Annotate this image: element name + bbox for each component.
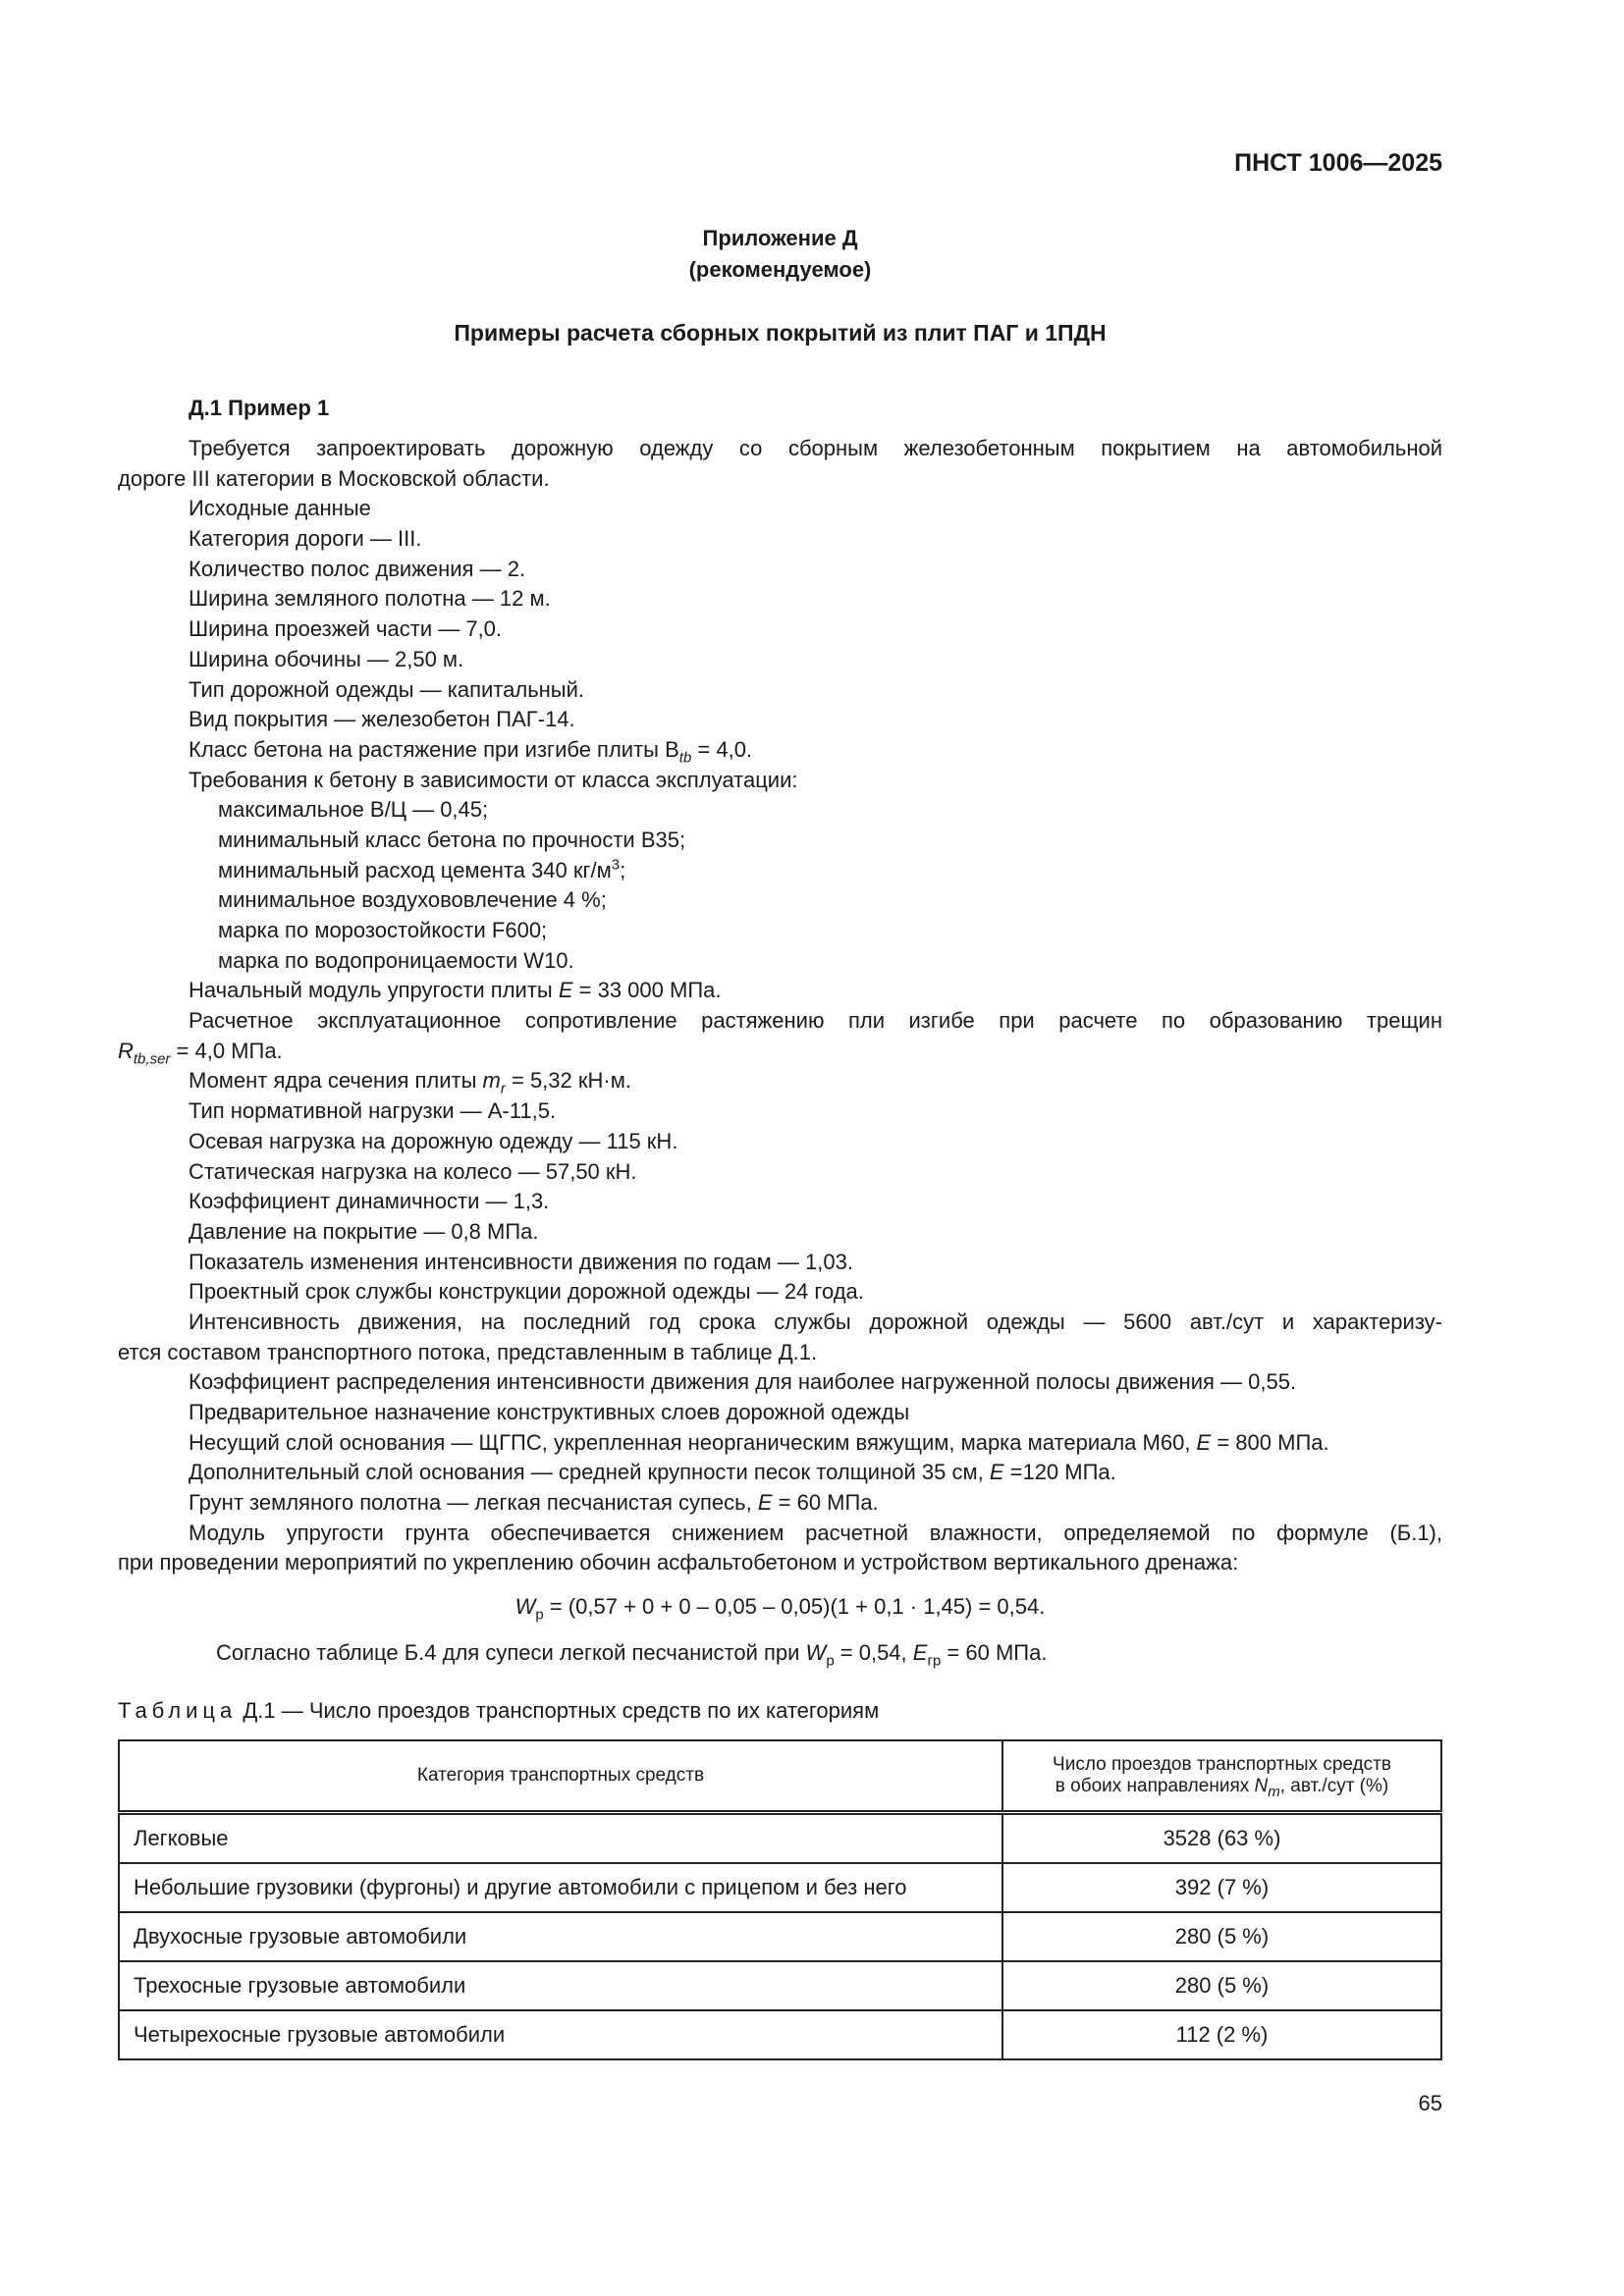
cell-value: 280 (5 %)	[1002, 1912, 1441, 1961]
header-count-var: N	[1254, 1776, 1269, 1796]
table-row	[119, 1813, 1441, 1864]
text-segment: гр	[927, 1652, 942, 1670]
text-segment: = 0,54,	[834, 1639, 913, 1665]
text-segment: m	[482, 1068, 501, 1094]
text-segment: Ширина земляного полотна — 12 м.	[189, 586, 551, 612]
page-number: 65	[1418, 2091, 1442, 2115]
text-segment: Требуется запроектировать дорожную одежду со сборным железобетонным покрытием на автомобильной	[189, 436, 1442, 460]
cell-value: 392 (7 %)	[1002, 1863, 1441, 1912]
text-line	[118, 1187, 1442, 1217]
text-line	[118, 1037, 1442, 1067]
text-line	[118, 916, 1442, 946]
text-line	[118, 584, 1442, 614]
text-segment: Проектный срок службы конструкции дорожной одежды — 24 года.	[189, 1279, 864, 1305]
table-caption-label: Таблица	[118, 1698, 238, 1723]
text-line	[118, 434, 1442, 464]
cell-category: Легковые	[119, 1813, 1002, 1864]
text-line	[118, 705, 1442, 735]
text-line	[118, 1248, 1442, 1278]
text-segment: Коэффициент динамичности — 1,3.	[189, 1189, 550, 1214]
text-segment: Тип дорожной одежды — капитальный.	[189, 676, 585, 702]
text-line	[118, 1157, 1442, 1188]
text-segment: E	[1196, 1429, 1212, 1455]
text-segment: Несущий слой основания — ЩГПС, укрепленная неорганическим вяжущим, марка материала М60,	[189, 1429, 1197, 1455]
text-segment: E	[912, 1639, 928, 1665]
text-line	[118, 1398, 1442, 1428]
text-segment: W	[805, 1639, 827, 1665]
text-line	[118, 885, 1442, 916]
header-count-unit: , авт./сут (%)	[1279, 1776, 1389, 1796]
text-line	[118, 645, 1442, 675]
header-count-sub: m	[1268, 1783, 1280, 1800]
text-line	[118, 1066, 1442, 1096]
text-segment: максимальное В/Ц — 0,45;	[218, 797, 489, 823]
table-row	[119, 2010, 1441, 2059]
text-segment: p	[535, 1606, 544, 1624]
text-line	[118, 524, 1442, 555]
table-header-row	[119, 1740, 1441, 1813]
cell-category: Небольшие грузовики (фургоны) и другие автомобили с прицепом и без него	[119, 1863, 1002, 1912]
text-segment: = 4,0 МПа.	[170, 1038, 283, 1063]
text-line	[118, 1277, 1442, 1308]
vehicle-table	[118, 1739, 1442, 2060]
text-segment: r	[500, 1080, 506, 1097]
text-segment: tb	[678, 749, 692, 767]
text-segment: = 60 МПа.	[941, 1639, 1048, 1665]
text-line	[118, 1638, 1442, 1669]
text-segment: Ширина проезжей части — 7,0.	[189, 616, 503, 642]
text-line	[118, 1548, 1442, 1578]
text-line	[118, 795, 1442, 826]
text-line	[118, 1428, 1442, 1459]
text-line	[118, 555, 1442, 585]
text-segment: Требования к бетону в зависимости от класса эксплуатации:	[189, 767, 798, 792]
text-segment: E	[757, 1490, 773, 1516]
text-line	[118, 946, 1442, 977]
text-line	[118, 1488, 1442, 1519]
table-caption-text: Д.1 — Число проездов транспортных средств по их категориям	[237, 1698, 880, 1723]
header-count-line1: Число проездов транспортных средств	[1053, 1754, 1391, 1775]
text-segment: Модуль упругости грунта обеспечивается снижением расчетной влажности, определяемой по формуле (Б.1),	[189, 1520, 1442, 1545]
text-segment: минимальное воздухововлечение 4 %;	[218, 887, 607, 913]
text-segment: марка по водопроницаемости W10.	[218, 947, 574, 973]
text-line	[118, 826, 1442, 856]
header-category: Категория транспортных средств	[119, 1740, 1002, 1813]
text-line	[118, 856, 1442, 886]
formula	[118, 1592, 1442, 1623]
table-row	[119, 1961, 1441, 2010]
header-count	[1002, 1740, 1441, 1813]
header-count-line2: в обоих направлениях	[1055, 1776, 1255, 1796]
text-line	[118, 464, 1442, 495]
text-segment: Дополнительный слой основания — средней крупности песок толщиной 35 см,	[189, 1460, 990, 1485]
body-text	[118, 434, 1442, 1669]
text-segment: Начальный модуль упругости плиты	[189, 978, 559, 1003]
text-line	[118, 1217, 1442, 1248]
text-segment: Предварительное назначение конструктивных слоев дорожной одежды	[189, 1400, 910, 1424]
text-segment: Вид покрытия — железобетон ПАГ-14.	[189, 707, 575, 732]
text-segment: Количество полос движения — 2.	[189, 556, 526, 581]
text-line	[118, 735, 1442, 766]
text-segment: p	[826, 1652, 835, 1670]
text-line	[118, 1006, 1442, 1037]
text-segment: Давление на покрытие — 0,8 МПа.	[189, 1218, 539, 1244]
appendix-title: Приложение Д	[702, 226, 858, 250]
text-segment: R	[118, 1038, 134, 1063]
appendix-subtitle: (рекомендуемое)	[688, 257, 872, 282]
text-line	[118, 1519, 1442, 1549]
cell-category: Четырехосные грузовые автомобили	[119, 2010, 1002, 2059]
text-segment: 3	[611, 856, 621, 874]
text-line	[118, 614, 1442, 645]
text-segment: минимальный класс бетона по прочности В35;	[218, 827, 686, 852]
text-segment: дороге III категории в Московской области.	[118, 465, 550, 491]
text-line	[118, 976, 1442, 1006]
text-segment: = 60 МПа.	[772, 1490, 879, 1516]
table-caption	[118, 1698, 879, 1724]
text-line	[118, 1127, 1442, 1157]
text-segment: Показатель изменения интенсивности движения по годам — 1,03.	[189, 1249, 853, 1274]
text-segment: W	[514, 1594, 536, 1620]
text-line	[118, 494, 1442, 524]
text-segment: E	[558, 978, 573, 1003]
cell-value: 280 (5 %)	[1002, 1961, 1441, 2010]
text-segment: Согласно таблице Б.4 для супеси легкой песчанистой при	[216, 1639, 806, 1665]
text-segment: ;	[620, 857, 626, 882]
text-segment: Интенсивность движения, на последний год срока службы дорожной одежды — 5600 авт./сут и характеризу-	[189, 1308, 1442, 1334]
table-row	[119, 1912, 1441, 1961]
text-segment: = 5,32 кН·м.	[505, 1068, 631, 1094]
text-line	[118, 1308, 1442, 1338]
text-segment: Категория дороги — III.	[189, 526, 422, 552]
text-line	[118, 1096, 1442, 1127]
text-segment: при проведении мероприятий по укреплению обочин асфальтобетоном и устройством вертикального дренажа:	[118, 1550, 1239, 1575]
table-row	[119, 1863, 1441, 1912]
text-segment: Осевая нагрузка на дорожную одежду — 115 кН.	[189, 1128, 678, 1153]
text-segment: = 800 МПа.	[1211, 1429, 1329, 1455]
text-line	[118, 1458, 1442, 1488]
text-segment: = 33 000 МПа.	[572, 978, 722, 1003]
text-segment: = 4,0.	[691, 736, 753, 762]
text-segment: Исходные данные	[189, 496, 371, 521]
text-line	[118, 1338, 1442, 1368]
appendix-main-title: Примеры расчета сборных покрытий из плит ПАГ и 1ПДН	[454, 320, 1107, 346]
text-segment: Статическая нагрузка на колесо — 57,50 кН.	[189, 1158, 637, 1184]
cell-category: Двухосные грузовые автомобили	[119, 1912, 1002, 1961]
document-code: ПНСТ 1006—2025	[1234, 149, 1442, 177]
text-segment: Ширина обочины — 2,50 м.	[189, 646, 464, 671]
cell-value: 3528 (63 %)	[1002, 1813, 1441, 1864]
section-title: Д.1 Пример 1	[189, 396, 330, 420]
cell-value: 112 (2 %)	[1002, 2010, 1441, 2059]
text-segment: Тип нормативной нагрузки — А-11,5.	[189, 1098, 557, 1124]
text-segment: минимальный расход цемента 340 кг/м	[218, 857, 612, 882]
text-line	[118, 766, 1442, 796]
text-segment: ется составом транспортного потока, представленным в таблице Д.1.	[118, 1339, 818, 1364]
text-segment: tb,ser	[133, 1050, 171, 1068]
text-segment: марка по морозостойкости F600;	[218, 918, 548, 942]
text-line	[118, 1367, 1442, 1398]
text-segment: Грунт земляного полотна — легкая песчанистая супесь,	[189, 1490, 758, 1516]
text-segment: Класс бетона на растяжение при изгибе плиты B	[189, 736, 679, 762]
text-segment: Расчетное эксплуатационное сопротивление растяжению пли изгибе при расчете по образованию трещин	[189, 1008, 1442, 1034]
text-segment: = (0,57 + 0 + 0 – 0,05 – 0,05)(1 + 0,1 · 1,45) = 0,54.	[543, 1594, 1046, 1620]
text-line	[118, 675, 1442, 706]
text-segment: =120 МПа.	[1003, 1460, 1116, 1485]
text-segment: E	[989, 1460, 1004, 1485]
text-segment: Момент ядра сечения плиты	[189, 1068, 483, 1094]
text-segment: Коэффициент распределения интенсивности движения для наиболее нагруженной полосы движения — 0,55.	[189, 1369, 1297, 1395]
cell-category: Трехосные грузовые автомобили	[119, 1961, 1002, 2010]
